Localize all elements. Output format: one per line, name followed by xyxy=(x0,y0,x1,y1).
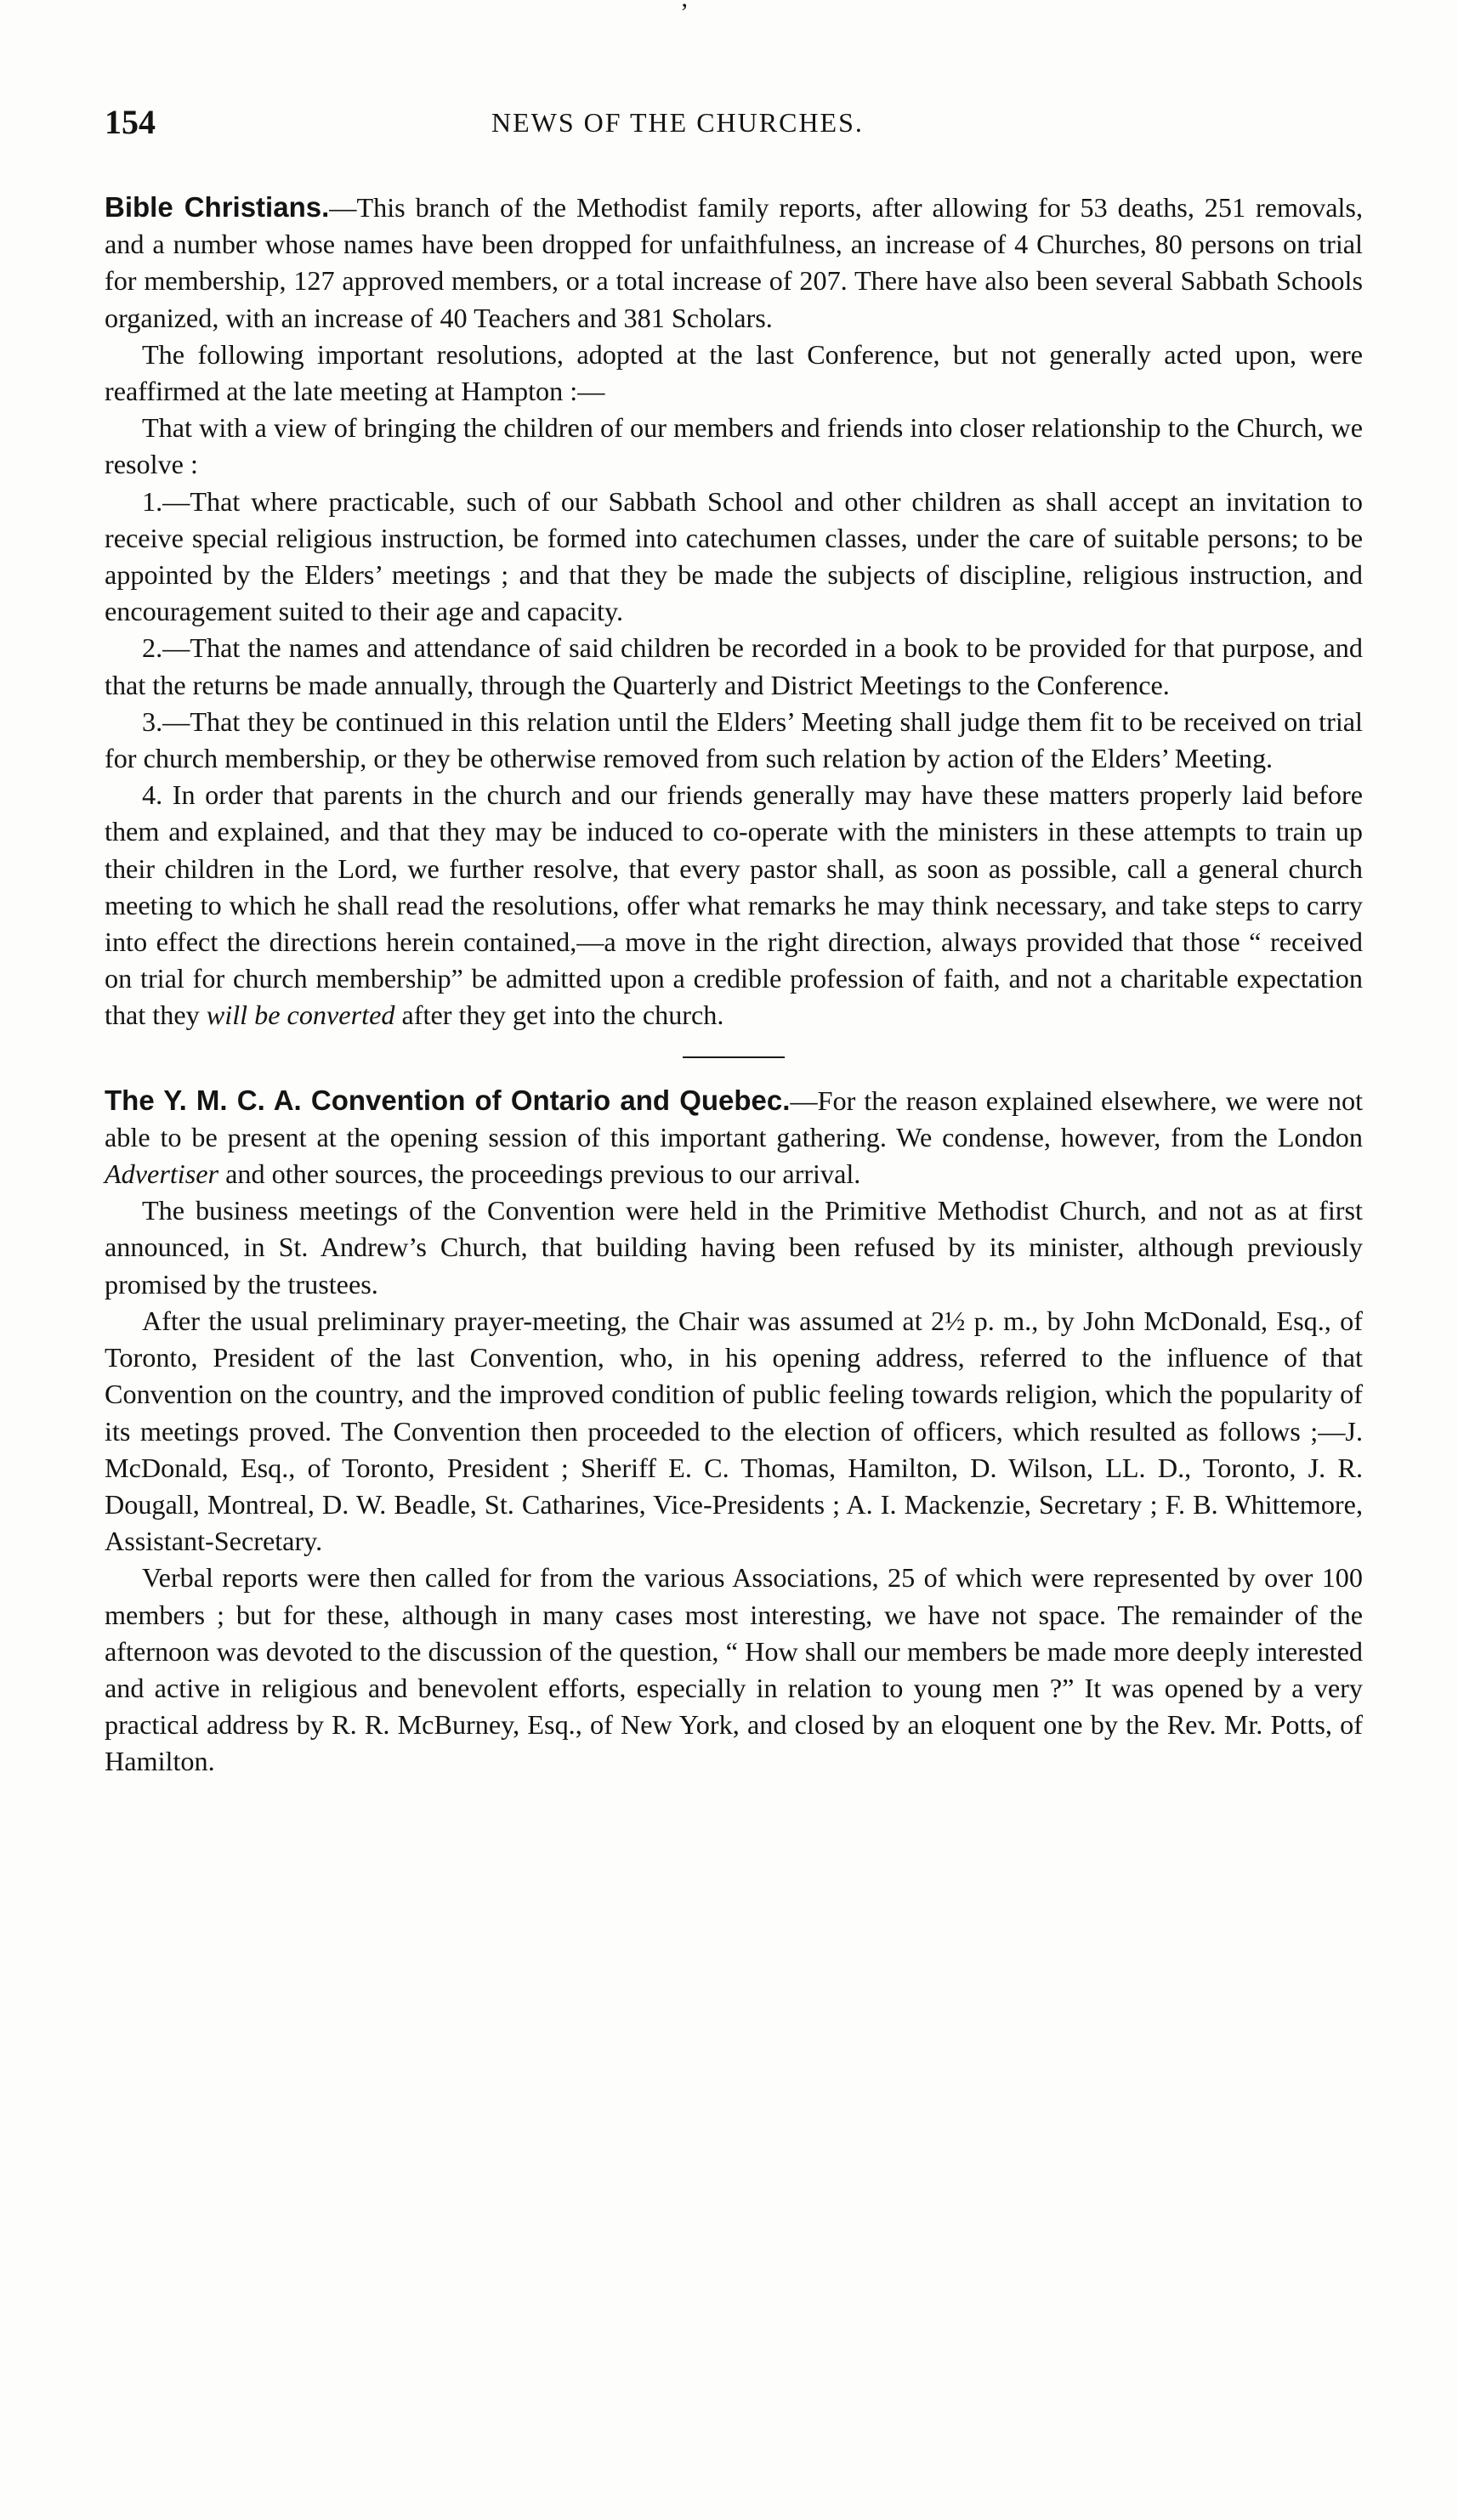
resolution-1: 1.—That where practicable, such of our Sabbath School and other children as shall accept an invitation to receive special religious instruction, be formed into catechumen classes, under the care of suitable persons; to be appointed by the Elders’ meetings ; and that they be made the subjects of discipline, religious instruction, and encouragement suited to their age and capacity. xyxy=(105,485,1363,627)
bible-christians-intro-text: —This branch of the Methodist family reports, after allowing for 53 deaths, 251 removals, and a number whose names have been dropped for unfaithfulness, an increase of 4 Churches, 80 persons on trial for membership, 127 approved members, or a total increase of 207. There have also been several Sabbath Schools organized, with an increase of 40 Teachers and 381 Scholars. xyxy=(105,192,1363,333)
paragraph-resolutions: The following important resolutions, adopted at the last Conference, but not generally acted upon, were reaffirmed at the late meeting at Hampton :— xyxy=(105,338,1363,407)
resolution-2: 2.—That the names and attendance of said children be recorded in a book to be provided for that purpose, and that the returns be made annually, through the Quarterly and District Meetings to the Conference. xyxy=(105,632,1363,700)
running-head xyxy=(105,102,1363,144)
bible-christians-intro xyxy=(105,189,1363,337)
running-title: NEWS OF THE CHURCHES. xyxy=(491,107,864,138)
paragraph-verbal-reports: Verbal reports were then called for from the various Associations, 25 of which were represented by over 100 members ; but for these, although in many cases most interesting, we have not space. The remainder of the afternoon was devoted to the discussion of the question, “ How shall our members be made more deeply interested and active in religious and benevolent efforts, especially in relation to young men ?” It was opened by a very practical address by R. R. McBurney, Esq., of New York, and closed by an eloquent one by the Rev. Mr. Potts, of Hamilton. xyxy=(105,1562,1363,1777)
paragraph-business-meetings: The business meetings of the Convention were held in the Primitive Methodist Church, and not as at first announced, in St. Andrew’s Church, that building having been refused by its minister, although previously promised by the trustees. xyxy=(105,1195,1363,1300)
resolution-4 xyxy=(105,777,1363,1033)
paragraph-resolve: That with a view of bringing the children of our members and friends into closer relationship to the Church, we resolve : xyxy=(105,412,1363,480)
section-heading-ymca: The Y. M. C. A. Convention of Ontario and Quebec. xyxy=(105,1084,791,1116)
resolution-4-italic: will be converted xyxy=(206,1000,395,1031)
section-divider xyxy=(683,1056,785,1058)
paragraph-election: After the usual preliminary prayer-meeting, the Chair was assumed at 2½ p. m., by John McDonald, Esq., of Toronto, President of the last Convention, who, in his opening address, referred to the influence of that Convention on the country, and the improved condition of public feeling towards religion, which the popularity of its meetings proved. The Convention then proceeded to the election of officers, which resulted as follows ;—J. McDonald, Esq., of Toronto, President ; Sheriff E. C. Thomas, Hamilton, D. Wilson, LL. D., Toronto, J. R. Dougall, Montreal, D. W. Beadle, St. Catharines, Vice-Presidents ; A. I. Mackenzie, Secretary ; F. B. Whittemore, Assistant-Secretary. xyxy=(105,1305,1363,1557)
ymca-intro xyxy=(105,1082,1363,1193)
resolution-4-end: after they get into the church. xyxy=(394,1000,724,1031)
section-heading-bible-christians: Bible Christians. xyxy=(105,191,330,223)
top-mark: ’ xyxy=(680,0,689,26)
article-body xyxy=(105,189,1363,1781)
page-number: 154 xyxy=(105,103,156,141)
ymca-intro-text: —For the reason explained elsewhere, we were not able to be present at the opening session of this important gathering. We condense, however, from the London xyxy=(105,1084,1364,1152)
resolution-4-text: 4. In order that parents in the church and our friends generally may have these matters properly laid before them and explained, and that they may be induced to co-operate with the ministers in these attempts to train up their children in the Lord, we further resolve, that every pastor shall, as soon as possible, call a general church meeting to which he shall read the resolutions, offer what remarks he may think necessary, and take steps to carry into effect the directions herein contained,—a move in the right direction, always provided that those “ received on trial for church membership” be admitted upon a credible profession of faith, and not a charitable expectation that they xyxy=(105,779,1363,1031)
resolution-3: 3.—That they be continued in this relation until the Elders’ Meeting shall judge them fit to be received on trial for church membership, or they be otherwise removed from such relation by action of the Elders’ Meeting. xyxy=(105,705,1363,774)
ymca-intro-end: and other sources, the proceedings previous to our arrival. xyxy=(218,1158,861,1190)
ymca-intro-italic: Advertiser xyxy=(105,1158,219,1190)
